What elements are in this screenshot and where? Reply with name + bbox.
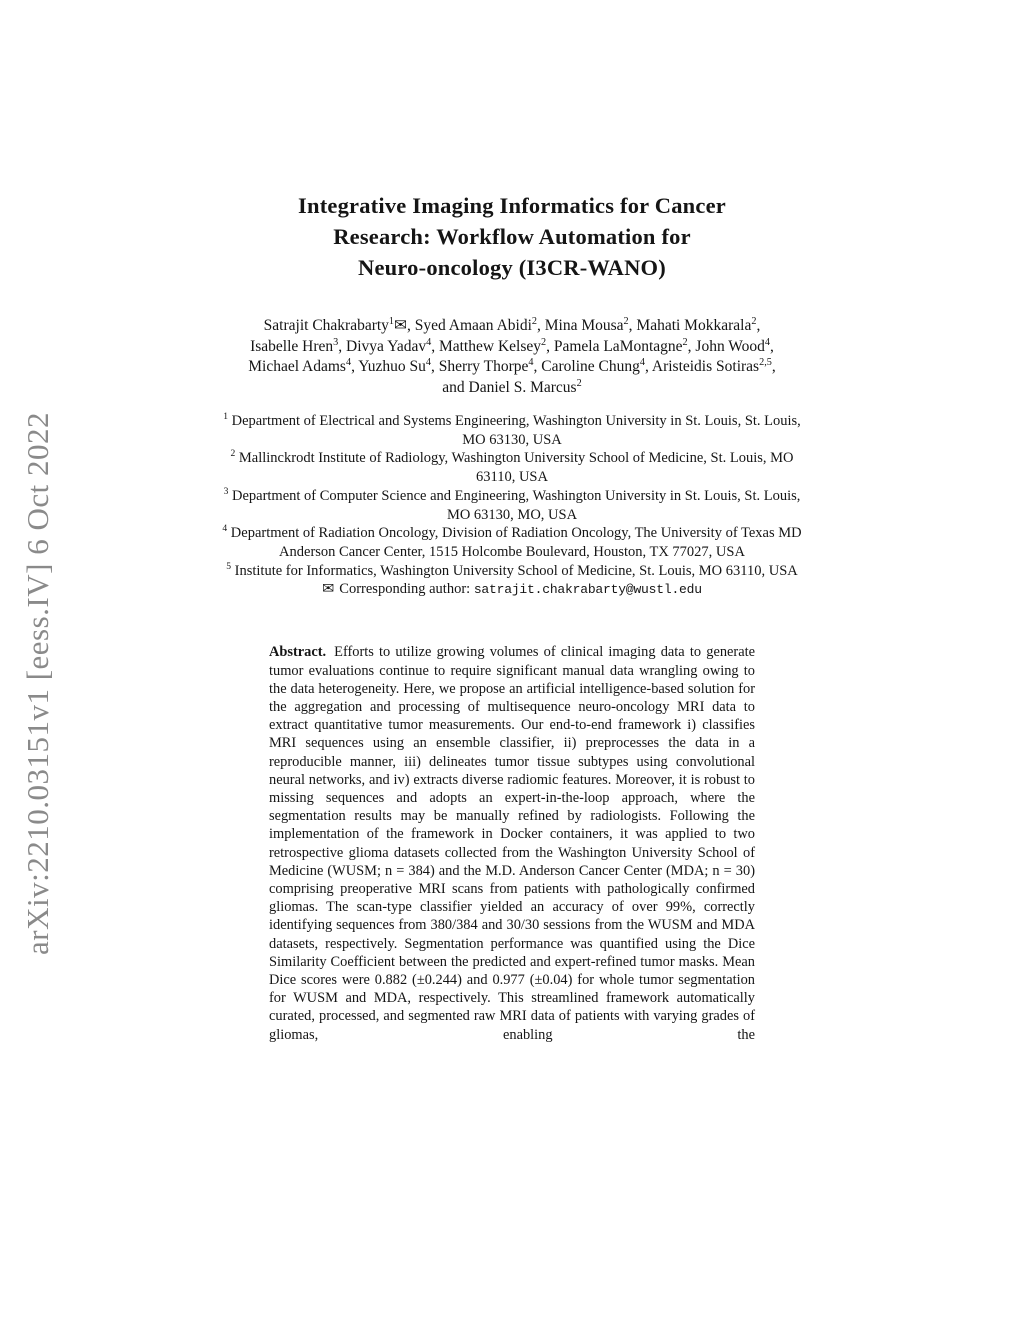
affiliations	[214, 412, 810, 580]
abstract-text: Efforts to utilize growing volumes of clinical imaging data to generate tumor evaluations continue to require significant manual data wrangling owing to the data heterogeneity. Here, we propose an artificial intelligence-based solution for the aggregation and processing of multisequence neuro-oncology MRI data to extract quantitative tumor measurements. Our end-to-end framework i) classifies MRI sequences using an ensemble classifier, ii) preprocesses the data in a reproducible manner, iii) delineates tumor tissue subtypes using convolutional neural networks, and iv) extracts diverse radiomic features. Moreover, it is robust to missing sequences and adopts an expert-in-the-loop approach, where the segmentation results may be manually refined by radiologists. Following the implementation of the framework in Docker containers, it was applied to two retrospective glioma datasets collected from the Washington University School of Medicine (WUSM; n = 384) and the M.D. Anderson Cancer Center (MDA; n = 30) comprising preoperative MRI scans from patients with pathologically confirmed gliomas. The scan-type classifier yielded an accuracy of over 99%, correctly identifying sequences from 380/384 and 30/30 sessions from the WUSM and MDA datasets, respectively. Segmentation performance was quantified using the Dice Similarity Coefficient between the predicted and expert-refined tumor masks. Mean Dice scores were 0.882 (±0.244) and 0.977 (±0.04) for whole tumor segmentation for WUSM and MDA, respectively. This streamlined framework automatically curated, processed, and segmented raw MRI data of patients with varying grades of gliomas, enabling the	[269, 644, 755, 1043]
arxiv-watermark: arXiv:2210.03151v1 [eess.IV] 6 Oct 2022	[20, 412, 55, 955]
title-line-3: Neuro-oncology (I3CR-WANO)	[358, 255, 666, 280]
affiliation-item: $^2$ Mallinckrodt Institute of Radiology, Washington University School of Medicine, St. Louis, MO 63110, USA	[230, 448, 794, 486]
affiliation-item: $^4$ Department of Radiation Oncology, Division of Radiation Oncology, The University of Texas MD Anderson Cancer Center, 1515 Holcombe Boulevard, Houston, TX 77027, USA	[222, 523, 802, 560]
paper-title	[0, 190, 1024, 283]
abstract	[269, 643, 755, 1043]
affiliation-item: $^1$ Department of Electrical and Systems Engineering, Washington University in St. Louis, St. Louis, MO 63130, USA	[223, 411, 801, 448]
corresponding-author	[0, 580, 1024, 599]
affiliation-item: $^5$ Institute for Informatics, Washington University School of Medicine, St. Louis, MO 63110, USA	[226, 560, 798, 579]
corresponding-email[interactable]: satrajit.chakrabarty@wustl.edu	[473, 582, 702, 598]
title-line-2: Research: Workflow Automation for	[333, 224, 691, 249]
title-line-1: Integrative Imaging Informatics for Cancer	[298, 193, 726, 218]
envelope-icon: ✉	[322, 581, 335, 598]
envelope-icon: ✉	[394, 317, 408, 334]
corresponding-label: Corresponding author:	[339, 581, 474, 598]
abstract-label: Abstract.	[269, 644, 327, 661]
affiliation-item: $^3$ Department of Computer Science and Engineering, Washington University in St. Louis, St. Louis, MO 63130, MO, USA	[223, 485, 801, 523]
author-line: Satrajit Chakrabarty$^1$✉, Syed Amaan Abidi$^2$, Mina Mousa$^2$, Mahati Mokkarala$^2$, Isabelle Hren$^3$, Divya Yadav$^4$, Matthew Kelsey$^2$, Pamela LaMontagne$^2$, John Wood$^4$, Michael Adams$^4$, Yuzhuo Su$^4$, Sherry Thorpe$^4$, Caroline Chung$^4$, Aristeidis Sotiras$^{2,5}$, and Daniel S. Marcus$^2$	[248, 315, 776, 396]
